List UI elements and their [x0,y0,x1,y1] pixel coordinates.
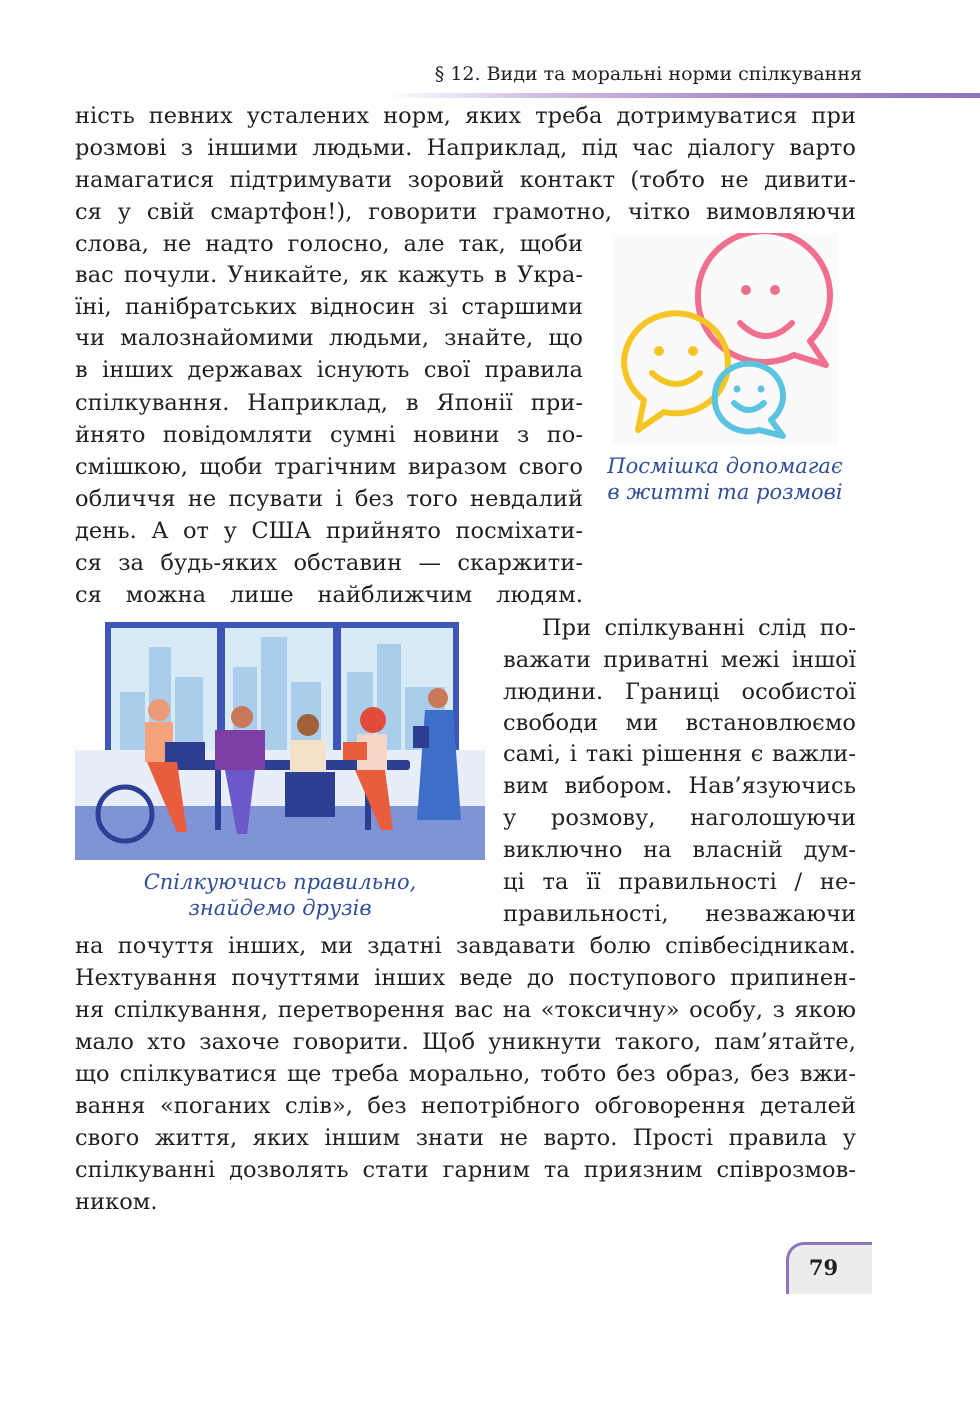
header-rule [385,93,980,98]
figure-caption: в житті та розмові [607,480,843,504]
text-line: правильності, незважаючи [503,901,856,927]
text-line: день. А от у США прийнято посміхати- [75,518,583,544]
text-line: ність певних усталених норм, яких треба дотримуватися при [75,103,856,129]
text-line: чи малознайомими людьми, знайте, що [75,325,583,351]
text-line: ником. [75,1189,158,1215]
running-header [0,0,980,100]
text-line: в інших державах існують свої правила [75,357,583,383]
text-line: ся за будь-яких обставин — скаржити- [75,550,583,576]
text-line: розмові з іншими людьми. Наприклад, під час діалогу варто [75,135,856,161]
text-line: намагатися підтримувати зоровий контакт (тобто не дивити- [75,167,856,193]
text-line: ня спілкування, перетворення вас на «токсичну» особу, з якою [75,997,856,1023]
figure-caption: Спілкуючись правильно, [143,870,417,894]
text-line: При спілкуванні слід по- [542,615,856,641]
text-line: вим вибором. Нав’язуючись [503,773,856,799]
page-number: 79 [808,1255,839,1280]
figure-caption: Посмішка допомагає [607,454,843,478]
text-line: смішкою, щоби трагічним виразом свого [75,454,583,480]
text-line: важати приватні межі іншої [503,647,856,673]
text-line: ці та її правильності / не- [503,869,856,895]
text-line: спілкування. Наприклад, в Японії при- [75,390,583,416]
text-line: виключно на власній дум- [503,837,856,863]
text-line: свого життя, яких іншим знати не варто. Прості правила у [75,1125,856,1151]
office-meeting-illustration [75,622,485,860]
text-line: їні, панібратських відносин зі старшими [75,294,583,320]
figure-caption: знайдемо друзів [188,896,372,920]
text-line: слова, не надто голосно, але так, щоби [75,231,583,257]
text-line: у розмову, наголошуючи [503,805,856,831]
text-line: на почуття інших, ми здатні завдавати болю співбесідникам. [75,933,856,959]
chapter-title: § 12. Види та моральні норми спілкування [434,63,862,85]
text-line: самі, і такі рішення є важли- [503,741,856,767]
text-line: мало хто захоче говорити. Щоб уникнути такого, пам’ятайте, [75,1029,856,1055]
text-line: вання «поганих слів», без непотрібного обговорення деталей [75,1093,856,1119]
text-line: людини. Границі особистої [503,679,856,705]
text-line: вас почули. Уникайте, як кажуть в Укра- [75,262,583,288]
text-line: ся у свій смартфон!), говорити грамотно, чітко вимовляючи [75,199,856,225]
text-line: свободи ми встановлюємо [503,710,856,736]
text-line: Нехтування почуттями інших веде до поступового припинен- [75,965,856,991]
text-line: обличчя не псувати і без того невдалий [75,486,583,512]
text-line: йнято повідомляти сумні новини з по- [75,422,583,448]
page-number-tab [786,1242,872,1294]
text-line: спілкуванні дозволять стати гарним та приязним співрозмов- [75,1157,856,1183]
smiley-bubbles-illustration [612,233,838,445]
text-line: що спілкуватися ще треба морально, тобто без образ, без вжи- [75,1061,856,1087]
text-line: ся можна лише найближчим людям. [75,582,583,608]
